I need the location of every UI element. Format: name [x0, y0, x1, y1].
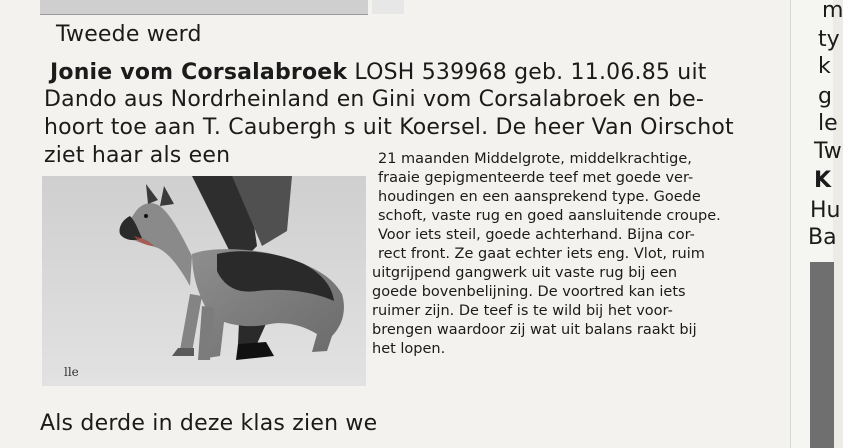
body-line-4: ziet haar als een [44, 143, 231, 168]
desc-line: het lopen. [372, 341, 446, 357]
intro-text: Tweede werd [56, 22, 202, 47]
desc-line: fraaie gepigmenteerde teef met goede ver- [378, 170, 694, 186]
next-column-photo-edge [810, 262, 834, 448]
desc-line: 21 maanden Middelgrote, middelkrachtige, [378, 151, 692, 167]
german-shepherd-photo [42, 176, 366, 386]
desc-line: uitgrijpend gangwerk uit vaste rug bij een [372, 265, 678, 281]
next-column-fragment: Ba [808, 225, 837, 250]
body-line-2: Dando aus Nordrheinland en Gini vom Corsalabroek en be- [44, 87, 705, 112]
next-column-fragment: Hu [810, 198, 841, 223]
desc-line: houdingen en een aansprekend type. Goede [378, 189, 701, 205]
desc-line: Voor iets steil, goede achterhand. Bijna cor- [378, 227, 695, 243]
next-column-fragment: K [814, 168, 832, 193]
dog-photo [42, 176, 366, 386]
next-column-fragment: Tw [814, 139, 842, 164]
registration-details: LOSH 539968 geb. 11.06.85 uit [347, 60, 707, 85]
next-column-fragment: le [818, 111, 838, 136]
next-column-fragment: g [818, 84, 832, 109]
previous-photo-edge [40, 0, 368, 15]
entry-header [50, 62, 707, 84]
next-paragraph: Als derde in deze klas zien we [40, 411, 378, 436]
previous-photo-edge-2 [372, 0, 404, 14]
next-column-fragment: ty [818, 27, 840, 52]
desc-line: rect front. Ze gaat echter iets eng. Vlot, ruim [378, 246, 705, 262]
next-column-fragment: m [822, 0, 843, 23]
body-line-3: hoort toe aan T. Caubergh s uit Koersel. De heer Van Oirschot [44, 115, 734, 140]
photographer-signature: lle [64, 365, 79, 379]
desc-line: brengen waardoor zij wat uit balans raakt bij [372, 322, 697, 338]
desc-line: schoft, vaste rug en goed aansluitende croupe. [378, 208, 721, 224]
desc-line: ruimer zijn. De teef is te wild bij het voor- [372, 303, 673, 319]
dog-name: Jonie vom Corsalabroek [50, 60, 348, 85]
desc-line: goede bovenbelijning. De voortred kan iets [372, 284, 686, 300]
next-column-fragment: k [818, 54, 831, 79]
